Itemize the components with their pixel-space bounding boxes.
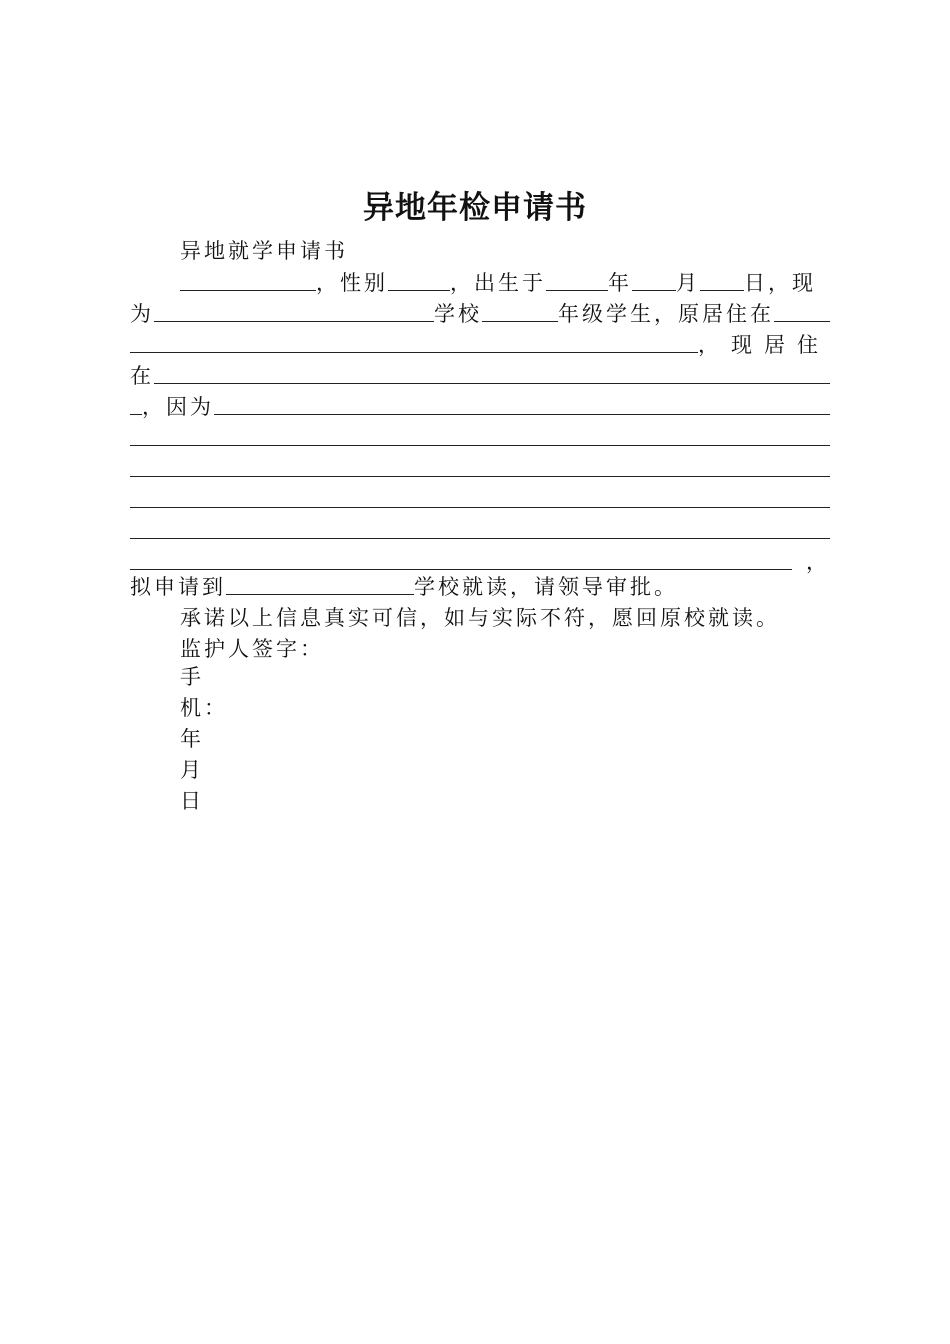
reason-label: ，因为	[142, 395, 214, 419]
form-line-5	[130, 392, 830, 423]
current-residence-label: ，现居住	[698, 333, 830, 357]
guardian-signature-label: 监护人签字：	[180, 637, 324, 661]
form-line-2	[130, 299, 830, 330]
as-label: 为	[130, 302, 154, 326]
day-label: 日，现	[744, 271, 816, 295]
subtitle-line	[180, 236, 830, 267]
current-school-blank[interactable]	[154, 321, 434, 322]
form-line-3	[130, 330, 830, 361]
date-month-label: 月	[180, 758, 204, 782]
phone-label-2: 机：	[180, 696, 228, 720]
school-label: 学校	[434, 302, 482, 326]
current-address-blank-end[interactable]	[130, 414, 142, 415]
birth-day-blank[interactable]	[700, 290, 744, 291]
grade-blank[interactable]	[482, 321, 558, 322]
reason-line-1[interactable]	[130, 445, 830, 446]
apply-label: 拟申请到	[130, 575, 226, 599]
at-label: 在	[130, 364, 154, 388]
document-title: 异地年检申请书	[363, 190, 587, 226]
phone-label-1: 手	[180, 665, 204, 689]
comma: ，	[806, 550, 830, 574]
form-line-4	[130, 361, 830, 392]
month-label: 月	[676, 271, 700, 295]
pledge-line	[180, 603, 830, 634]
phone-line-1	[180, 662, 830, 693]
current-address-blank[interactable]	[154, 383, 830, 384]
form-line-11	[130, 572, 830, 603]
reason-blank[interactable]	[214, 414, 830, 415]
target-school-blank[interactable]	[226, 594, 414, 595]
original-address-blank[interactable]	[774, 321, 830, 322]
birth-month-blank[interactable]	[632, 290, 676, 291]
gender-blank[interactable]	[388, 290, 450, 291]
date-month-line	[180, 755, 830, 786]
reason-line-5[interactable]	[130, 569, 792, 570]
pledge-text: 承诺以上信息真实可信，如与实际不符，愿回原校就读。	[180, 606, 780, 630]
guardian-line	[180, 634, 830, 665]
birth-label: ，出生于	[450, 271, 546, 295]
original-address-blank-cont[interactable]	[130, 352, 698, 353]
name-blank[interactable]	[180, 290, 316, 291]
birth-year-blank[interactable]	[546, 290, 608, 291]
apply-end: 学校就读，请领导审批。	[414, 575, 678, 599]
date-day-label: 日	[180, 789, 204, 813]
gender-label: ，性别	[316, 271, 388, 295]
form-line-1	[180, 268, 830, 299]
date-day-line	[180, 786, 830, 817]
reason-line-2[interactable]	[130, 476, 830, 477]
reason-line-4[interactable]	[130, 538, 830, 539]
grade-label: 年级学生，原居住在	[558, 302, 774, 326]
subtitle: 异地就学申请书	[180, 239, 348, 263]
year-label: 年	[608, 271, 632, 295]
date-year-line	[180, 724, 830, 755]
phone-line-2	[180, 693, 830, 724]
reason-line-3[interactable]	[130, 507, 830, 508]
date-year-label: 年	[180, 727, 204, 751]
